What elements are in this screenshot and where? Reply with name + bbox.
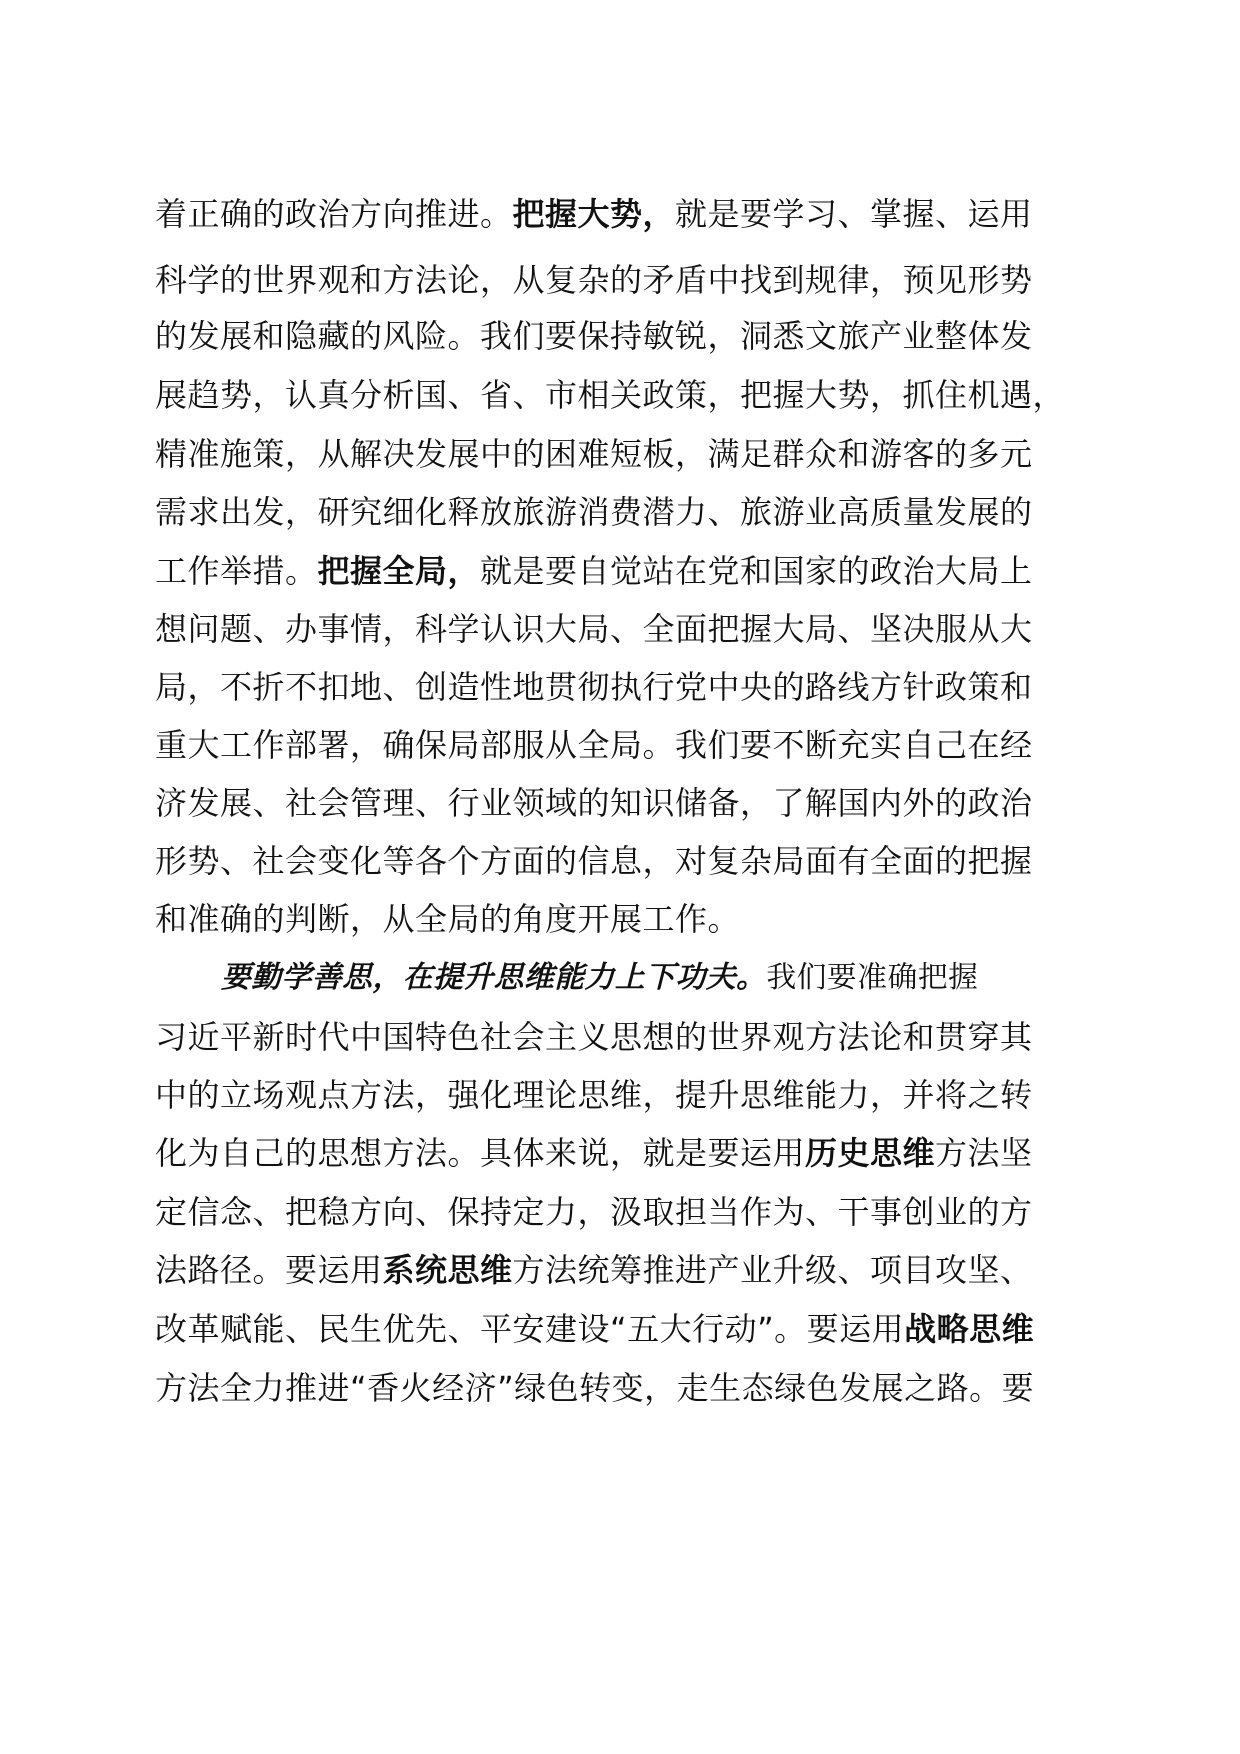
text-run: 着正确的政治方向推进。 [155, 195, 513, 233]
text-run: 和准确的判断，从全局的角度开展工作。 [155, 900, 741, 938]
paragraph-1-line-6 [155, 479, 1115, 545]
text-run: 想问题、办事情，科学认识大局、全面把握大局、坚决服从大 [155, 610, 1033, 648]
text-run: 精准施策，从解决发展中的困难短板，满足群众和游客的多元 [155, 435, 1033, 473]
text-run: 定信念、把稳方向、保持定力，汲取担当作为、干事创业的方 [155, 1193, 1033, 1231]
text-run: 习近平新时代中国特色社会主义思想的世界观方法论和贯穿其 [155, 1018, 1033, 1056]
paragraph-2-line-1 [221, 945, 1181, 1011]
text-run: 济发展、社会管理、行业领域的知识储备，了解国内外的政治 [155, 784, 1033, 822]
paragraph-2-line-2 [155, 1004, 1115, 1070]
text-run: 展趋势，认真分析国、省、市相关政策，把握大势，抓住机遇， [155, 376, 1066, 414]
text-run: 方法全力推进“香火经济”绿色转变，走生态绿色发展之路。要 [155, 1369, 1035, 1407]
paragraph-2-line-3 [155, 1062, 1115, 1128]
bold-phrase-grasp-trend: 把握大势， [512, 195, 676, 233]
paragraph-2-line-8 [155, 1355, 1115, 1421]
text-run: 方法坚 [935, 1134, 1033, 1172]
paragraph-1-line-8 [155, 596, 1115, 662]
text-run: 中的立场观点方法，强化理论思维，提升思维能力，并将之转 [155, 1076, 1033, 1114]
text-run: 工作举措。 [155, 552, 318, 590]
bold-phrase-grasp-overall: 把握全局， [317, 552, 481, 590]
paragraph-2-line-7 [155, 1296, 1115, 1362]
paragraph-2-line-4 [155, 1120, 1115, 1186]
bold-phrase-strategic-thinking: 战略思维 [904, 1310, 1035, 1348]
text-run: 就是要自觉站在党和国家的政治大局上 [480, 552, 1033, 590]
paragraph-1-line-4 [155, 362, 1115, 428]
paragraph-1-line-12 [155, 828, 1115, 894]
text-run: 化为自己的思想方法。具体来说，就是要运用 [155, 1134, 806, 1172]
bold-phrase-systems-thinking: 系统思维 [382, 1251, 513, 1289]
text-run: 科学的世界观和方法论，从复杂的矛盾中找到规律，预见形势 [155, 261, 1033, 299]
paragraph-2-line-5 [155, 1179, 1115, 1245]
paragraph-1-line-3 [155, 303, 1115, 369]
text-run: 法路径。要运用 [155, 1251, 383, 1289]
bold-phrase-historical-thinking: 历史思维 [805, 1134, 936, 1172]
paragraph-1-line-9 [155, 654, 1115, 720]
paragraph-1-line-11 [155, 770, 1115, 836]
text-run: 局，不折不扣地、创造性地贯彻执行党中央的路线方针政策和 [155, 668, 1033, 706]
text-run: 需求出发，研究细化释放旅游消费潜力、旅游业高质量发展的 [155, 493, 1033, 531]
paragraph-1-line-5 [155, 421, 1115, 487]
text-run: 方法统筹推进产业升级、项目攻坚、 [512, 1251, 1033, 1289]
paragraph-1-line-13 [155, 886, 1115, 952]
text-run: 改革赋能、民生优先、平安建设“五大行动”。要运用 [155, 1310, 905, 1348]
text-run: 形势、社会变化等各个方面的信息，对复杂局面有全面的把握 [155, 842, 1033, 880]
paragraph-1-line-7 [155, 538, 1115, 604]
text-run: 就是要学习、掌握、运用 [675, 195, 1033, 233]
section-heading-phrase: 要勤学善思，在提升思维能力上下功夫。 [221, 960, 767, 995]
text-run: 的发展和隐藏的风险。我们要保持敏锐，洞悉文旅产业整体发 [155, 317, 1033, 355]
paragraph-1-line-1 [155, 181, 1115, 247]
text-run: 我们要准确把握 [766, 960, 979, 995]
paragraph-2-line-6 [155, 1237, 1115, 1303]
text-run: 重大工作部署，确保局部服从全局。我们要不断充实自己在经 [155, 726, 1033, 764]
paragraph-1-line-10 [155, 712, 1115, 778]
